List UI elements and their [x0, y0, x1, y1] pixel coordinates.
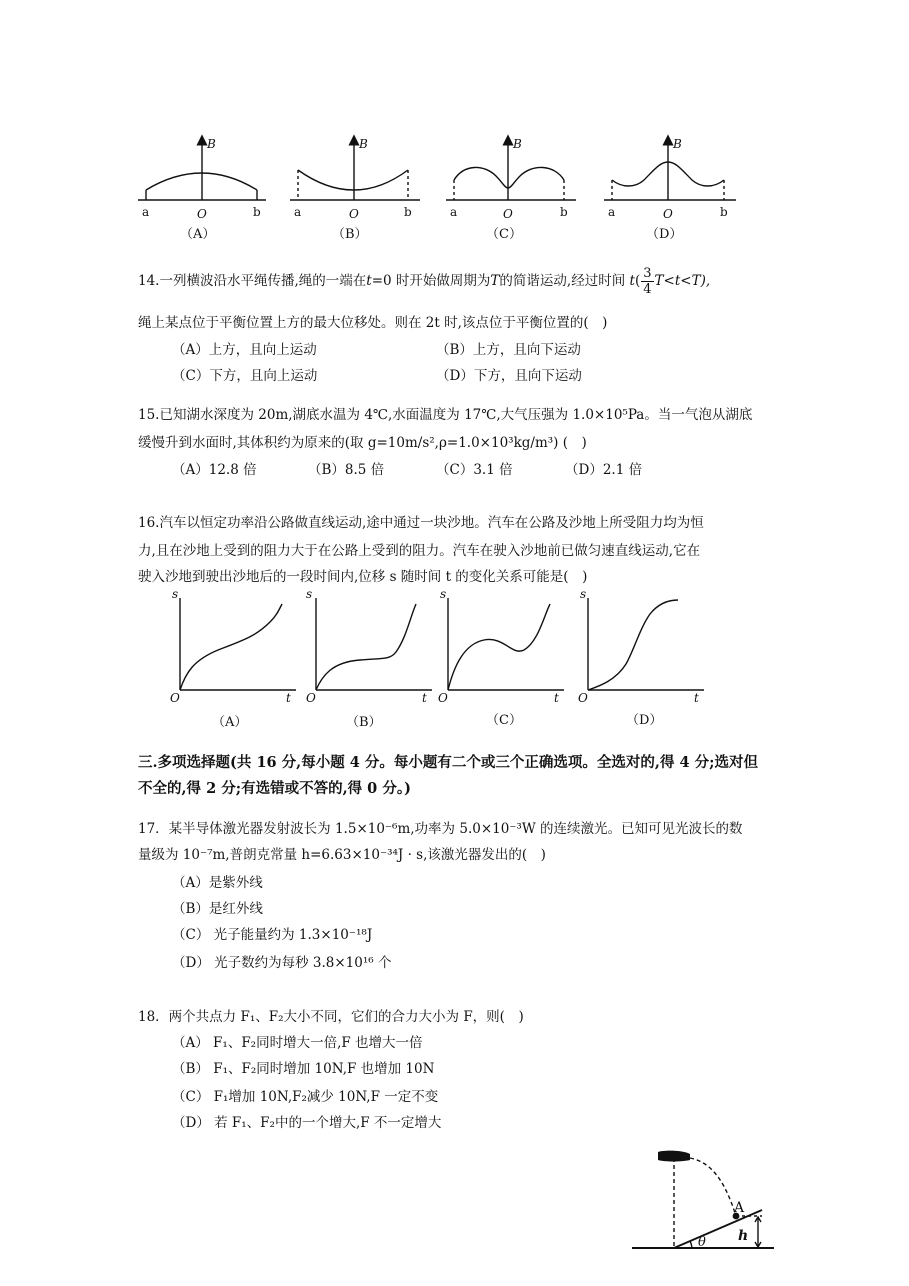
fig16-caption-b: （B）: [346, 715, 382, 730]
q14-stem-a: 14.一列横波沿水平绳传播,绳的一端在: [138, 273, 367, 289]
fig16-caption-a: （A）: [212, 715, 248, 730]
launcher-icon: [658, 1151, 690, 1162]
q16-stem-line2: 力,且在沙地上受到的阻力大于在公路上受到的阻力。汽车在驶入沙地前已做匀速直线运动,它在: [138, 543, 701, 559]
fig13-d-right: b: [720, 205, 728, 219]
q15-option-b: （B）8.5 倍: [308, 462, 385, 478]
fig13-a-origin: O: [197, 207, 207, 221]
q14-range-tail: T<t<T),: [654, 273, 711, 289]
q18-option-c: （C） F₁增加 10N,F₂减少 10N,F 一定不变: [172, 1089, 439, 1105]
fig13-d-origin: O: [663, 207, 673, 221]
fig19-incline-diagram: [628, 1140, 778, 1255]
q14-option-b: （B）上方，且向下运动: [436, 342, 581, 358]
fig19-angle-label: θ: [698, 1235, 706, 1250]
fig13-a-left: a: [142, 205, 150, 219]
fig19-height-label: h: [738, 1228, 749, 1244]
q15-stem-line2: 缓慢升到水面时,其体积约为原来的(取 g=10m/s²,ρ=1.0×10³kg/m³) ( ): [138, 435, 587, 451]
fig16-d-y: s: [580, 587, 587, 601]
fig16-b-x: t: [422, 691, 427, 705]
q18-option-a: （A） F₁、F₂同时增大一倍,F 也增大一倍: [172, 1035, 423, 1051]
q18-option-b: （B） F₁、F₂同时增加 10N,F 也增加 10N: [172, 1061, 435, 1077]
fig13-c-right: b: [560, 205, 568, 219]
q14-paren: (: [634, 273, 641, 289]
q15-option-c: （C）3.1 倍: [436, 462, 513, 478]
q14-option-c: （C）下方，且向上运动: [172, 368, 318, 384]
q14-frac-num: 3: [643, 266, 652, 281]
fig16-c-x: t: [554, 691, 559, 705]
fig13-b-axis-label: B: [359, 137, 368, 151]
q14-stem-line1: [138, 266, 710, 297]
q14-fraction: [641, 266, 653, 297]
fig13-b-left: a: [294, 205, 302, 219]
fig16-graph-d: [588, 598, 704, 690]
fig16-c-y: s: [440, 587, 447, 601]
fig13-a-right: b: [253, 205, 261, 219]
fig19-point-label: A: [734, 1200, 745, 1216]
fig13-graph-c: [446, 140, 576, 200]
q16-stem-line3: 驶入沙地到驶出沙地后的一段时间内,位移 s 随时间 t 的变化关系可能是( ): [138, 569, 588, 585]
q14-T: T: [490, 273, 500, 289]
fig16-a-y: s: [172, 587, 179, 601]
q14-t: t: [366, 273, 372, 289]
q14-stem-c: 的简谐运动,经过时间: [499, 273, 626, 289]
fig13-a-axis-label: B: [207, 137, 216, 151]
q14-stem-b: =0 时开始做周期为: [371, 273, 491, 289]
q17-stem-line2: 量级为 10⁻⁷m,普朗克常量 h=6.63×10⁻³⁴J · s,该激光器发出的( ): [138, 847, 546, 863]
fig16-d-x: t: [694, 691, 699, 705]
q15-option-a: （A）12.8 倍: [172, 462, 257, 478]
q18-option-d: （D） 若 F₁、F₂中的一个增大,F 不一定增大: [172, 1115, 442, 1131]
q17-option-d: （D） 光子数约为每秒 3.8×10¹⁶ 个: [172, 955, 392, 971]
fig16-a-x: t: [286, 691, 291, 705]
q17-stem-line1: 17．某半导体激光器发射波长为 1.5×10⁻⁶m,功率为 5.0×10⁻³W 的连续激光。已知可见光波长的数: [138, 821, 743, 837]
fig13-caption-c: （C）: [486, 227, 522, 242]
q18-stem: 18．两个共点力 F₁、F₂大小不同，它们的合力大小为 F，则( ): [138, 1009, 524, 1025]
fig16-d-origin: O: [578, 691, 588, 705]
fig16-caption-d: （D）: [626, 713, 663, 728]
fig16-b-origin: O: [306, 691, 316, 705]
fig13-graph-a: [138, 140, 266, 200]
fig16-c-origin: O: [438, 691, 448, 705]
fig16-graph-b: [316, 598, 432, 690]
fig16-a-origin: O: [170, 691, 180, 705]
fig13-graph-b: [290, 140, 420, 200]
fig13-b-right: b: [404, 205, 412, 219]
section3-heading-line2: 不全的,得 2 分;有选错或不答的,得 0 分。): [138, 780, 411, 797]
fig16-graph-c: [448, 598, 564, 690]
section3-heading-line1: 三.多项选择题(共 16 分,每小题 4 分。每小题有二个或三个正确选项。全选对的,得 4 分;选对但: [138, 754, 758, 771]
fig13-caption-a: （A）: [180, 227, 216, 242]
q14-frac-den: 4: [643, 282, 652, 297]
q14-option-d: （D）下方，且向下运动: [436, 368, 582, 384]
q16-stem-line1: 16.汽车以恒定功率沿公路做直线运动,途中通过一块沙地。汽车在公路及沙地上所受阻力均为恒: [138, 515, 704, 531]
q14-t2: t: [629, 273, 635, 289]
fig13-d-left: a: [608, 205, 616, 219]
fig13-c-axis-label: B: [513, 137, 522, 151]
fig13-caption-d: （D）: [646, 227, 683, 242]
q17-option-b: （B）是红外线: [172, 901, 263, 917]
fig13-field-graphs: [130, 128, 750, 248]
fig16-st-graphs: [160, 586, 720, 736]
fig13-c-origin: O: [503, 207, 513, 221]
fig16-b-y: s: [306, 587, 313, 601]
fig13-d-axis-label: B: [673, 137, 682, 151]
fig13-c-left: a: [450, 205, 458, 219]
q17-option-c: （C） 光子能量约为 1.3×10⁻¹⁸J: [172, 927, 373, 943]
q14-option-a: （A）上方，且向上运动: [172, 342, 317, 358]
fig16-graph-a: [180, 598, 296, 690]
q15-option-d: （D）2.1 倍: [565, 462, 643, 478]
fig13-caption-b: （B）: [332, 227, 368, 242]
q15-stem-line1: 15.已知湖水深度为 20m,湖底水温为 4℃,水面温度为 17℃,大气压强为 1.0×10⁵Pa。当一气泡从湖底: [138, 407, 753, 423]
fig16-caption-c: （C）: [486, 713, 522, 728]
q14-stem-line2: 绳上某点位于平衡位置上方的最大位移处。则在 2t 时,该点位于平衡位置的( ): [138, 315, 608, 331]
q17-option-a: （A）是紫外线: [172, 875, 263, 891]
fig13-b-origin: O: [349, 207, 359, 221]
fig13-graph-d: [604, 140, 736, 200]
